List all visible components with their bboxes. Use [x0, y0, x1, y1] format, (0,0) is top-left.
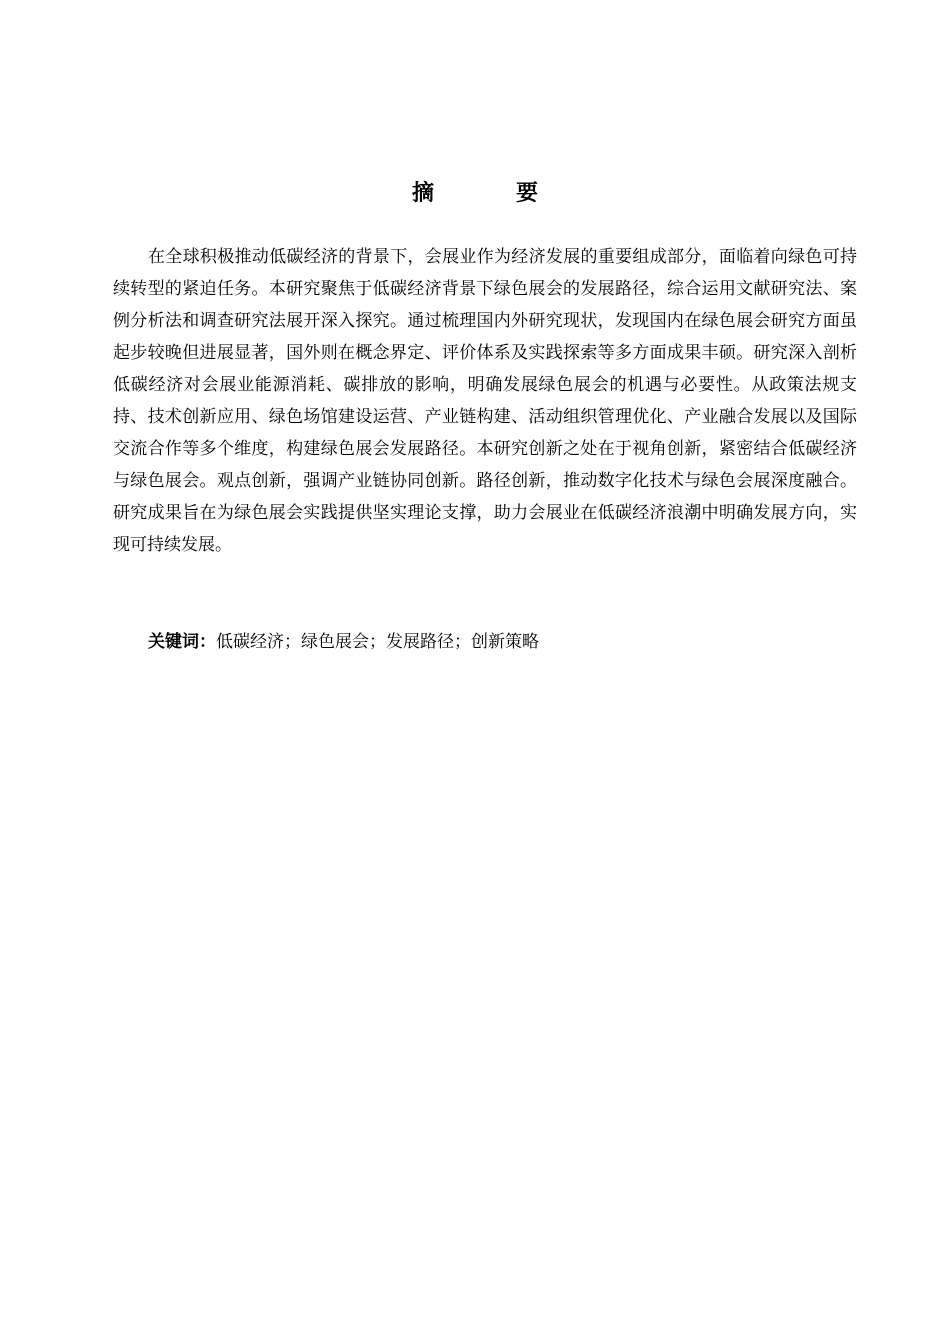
- keywords-line: [148, 626, 848, 658]
- keywords-text: 低碳经济；绿色展会；发展路径；创新策略: [216, 632, 539, 652]
- abstract-body: 在全球积极推动低碳经济的背景下，会展业作为经济发展的重要组成部分，面临着向绿色可持续转型的紧迫任务。本研究聚焦于低碳经济背景下绿色展会的发展路径，综合运用文献研究法、案例分析法和调查研究法展开深入探究。通过梳理国内外研究现状，发现国内在绿色展会研究方面虽起步较晚但进展显著，国外则在概念界定、评价体系及实践探索等多方面成果丰硕。研究深入剖析低碳经济对会展业能源消耗、碳排放的影响，明确发展绿色展会的机遇与必要性。从政策法规支持、技术创新应用、绿色场馆建设运营、产业链构建、活动组织管理优化、产业融合发展以及国际交流合作等多个维度，构建绿色展会发展路径。本研究创新之处在于视角创新，紧密结合低碳经济与绿色展会。观点创新，强调产业链协同创新。路径创新，推动数字化技术与绿色会展深度融合。研究成果旨在为绿色展会实践提供坚实理论支撑，助力会展业在低碳经济浪潮中明确发展方向，实现可持续发展。: [113, 247, 857, 555]
- keywords-label: 关键词：: [148, 632, 216, 652]
- abstract-title: 摘 要: [411, 181, 568, 206]
